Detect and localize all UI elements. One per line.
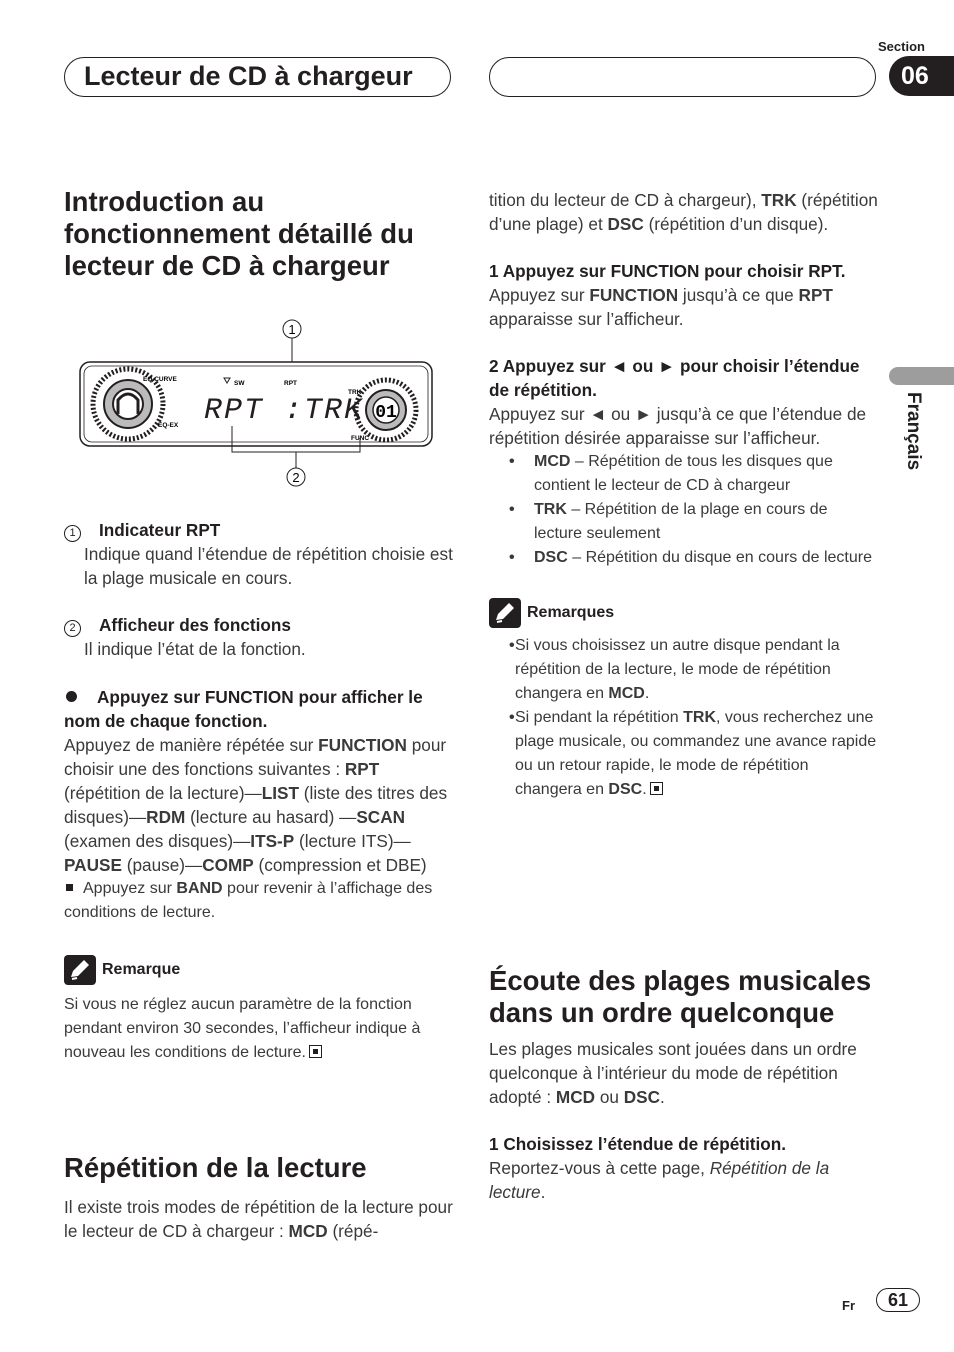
step2-body: Appuyez sur ◄ ou ► jusqu’à ce que l’étendue de répétition désirée apparaisse sur l’afficheur. bbox=[489, 404, 867, 448]
function-step-body: Appuyez de manière répétée sur FUNCTION pour choisir une des fonctions suivantes : RPT (répétition de la lecture)—LIST (liste des titres des disques)—RDM (lecture au hasard) —SCAN (examen des disques)—ITS-P (lecture ITS)—PAUSE (pause)—COMP (compression et DBE) bbox=[64, 735, 448, 875]
note-header bbox=[64, 955, 454, 985]
pencil-note-icon bbox=[489, 598, 521, 628]
callout-2: 2 bbox=[292, 470, 300, 485]
eq-curve-label: EQ CURVE bbox=[143, 376, 177, 383]
right-column bbox=[489, 188, 879, 802]
notes-heading: Remarques bbox=[527, 604, 615, 621]
pencil-note-icon bbox=[64, 955, 96, 985]
func-indicator: FUNC bbox=[351, 435, 370, 442]
function-step-heading: Appuyez sur FUNCTION pour afficher le nom de chaque fonction. bbox=[64, 687, 423, 731]
header-right-frame bbox=[489, 57, 876, 97]
step1-heading: 1 Appuyez sur FUNCTION pour choisir RPT. bbox=[489, 261, 846, 281]
item2-heading: Afficheur des fonctions bbox=[99, 615, 291, 635]
random-step1-body: Reportez-vous à cette page, Répétition de la lecture. bbox=[489, 1158, 830, 1202]
callout-1: 1 bbox=[288, 322, 296, 337]
notes-list bbox=[489, 634, 879, 802]
running-header-title: Lecteur de CD à chargeur bbox=[84, 61, 413, 91]
footer-language-code: Fr bbox=[842, 1298, 855, 1313]
step1-body: Appuyez sur FUNCTION jusqu’à ce que RPT apparaisse sur l’afficheur. bbox=[489, 285, 833, 329]
language-tab bbox=[893, 392, 933, 496]
function-display-text: RPT :TRK bbox=[204, 394, 365, 428]
item1-heading: Indicateur RPT bbox=[99, 520, 221, 540]
list-item: • Si vous choisissez un autre disque pendant la répétition de la lecture, le mode de répétition changera en MCD. bbox=[489, 634, 879, 706]
end-mark-icon bbox=[309, 1045, 322, 1058]
item2-number: 2 bbox=[64, 620, 81, 637]
repeat-options-list bbox=[489, 450, 879, 570]
list-item: • TRK – Répétition de la plage en cours de lecture seulement bbox=[489, 498, 879, 546]
repetition-intro: Il existe trois modes de répétition de la lecture pour le lecteur de CD à chargeur : MCD (répé- bbox=[64, 1197, 453, 1241]
end-mark-icon bbox=[650, 782, 663, 795]
list-item: • MCD – Répétition de tous les disques que contient le lecteur de CD à chargeur bbox=[489, 450, 879, 498]
random-heading: Écoute des plages musicales dans un ordre quelconque bbox=[489, 965, 872, 1028]
repetition-intro-cont: tition du lecteur de CD à chargeur), TRK (répétition d’une plage) et DSC (répétition d’un disque). bbox=[489, 190, 878, 234]
language-label: Français bbox=[903, 392, 924, 471]
item2-body: Il indique l’état de la fonction. bbox=[84, 639, 306, 659]
list-item: • DSC – Répétition du disque en cours de lecture bbox=[489, 546, 879, 570]
left-column bbox=[64, 186, 454, 282]
band-tip: Appuyez sur BAND pour revenir à l’affichage des conditions de lecture. bbox=[64, 880, 433, 921]
page-number: 61 bbox=[876, 1288, 920, 1312]
bullet-dot-icon bbox=[66, 691, 77, 702]
notes-header bbox=[489, 598, 879, 628]
section-number-tab: 06 bbox=[889, 56, 954, 96]
left-body bbox=[64, 518, 454, 1065]
item1-number: 1 bbox=[64, 525, 81, 542]
step2-heading: 2 Appuyez sur ◄ ou ► pour choisir l’étendue de répétition. bbox=[489, 356, 860, 400]
repetition-section bbox=[64, 1152, 454, 1243]
list-item: • Si pendant la répétition TRK, vous recherchez une plage musicale, ou commandez une avance rapide ou un retour rapide, le mode de répétition changera en DSC. bbox=[489, 706, 879, 802]
random-section bbox=[489, 965, 879, 1204]
note-heading: Remarque bbox=[102, 961, 181, 978]
random-intro: Les plages musicales sont jouées dans un ordre quelconque à l’intérieur du mode de répétition adopté : MCD ou DSC. bbox=[489, 1039, 857, 1107]
display-figure bbox=[78, 314, 438, 494]
language-tab-bar bbox=[889, 367, 954, 385]
sw-label: SW bbox=[234, 380, 245, 387]
repetition-heading: Répétition de la lecture bbox=[64, 1152, 367, 1183]
eq-ex-label: EQ-EX bbox=[158, 422, 179, 429]
random-step1-heading: 1 Choisissez l’étendue de répétition. bbox=[489, 1134, 787, 1154]
item1-body: Indique quand l’étendue de répétition choisie est la plage musicale en cours. bbox=[84, 544, 453, 588]
note-body: Si vous ne réglez aucun paramètre de la fonction pendant environ 30 secondes, l’afficheur indique à nouveau les conditions de lecture. bbox=[64, 996, 421, 1061]
section-label: Section bbox=[878, 39, 925, 54]
rpt-indicator: RPT bbox=[284, 380, 297, 387]
disc-number: 01 bbox=[375, 403, 397, 423]
trk-indicator: TRK bbox=[348, 389, 362, 396]
intro-heading: Introduction au fonctionnement détaillé du lecteur de CD à chargeur bbox=[64, 186, 414, 281]
square-bullet-icon bbox=[66, 884, 73, 891]
